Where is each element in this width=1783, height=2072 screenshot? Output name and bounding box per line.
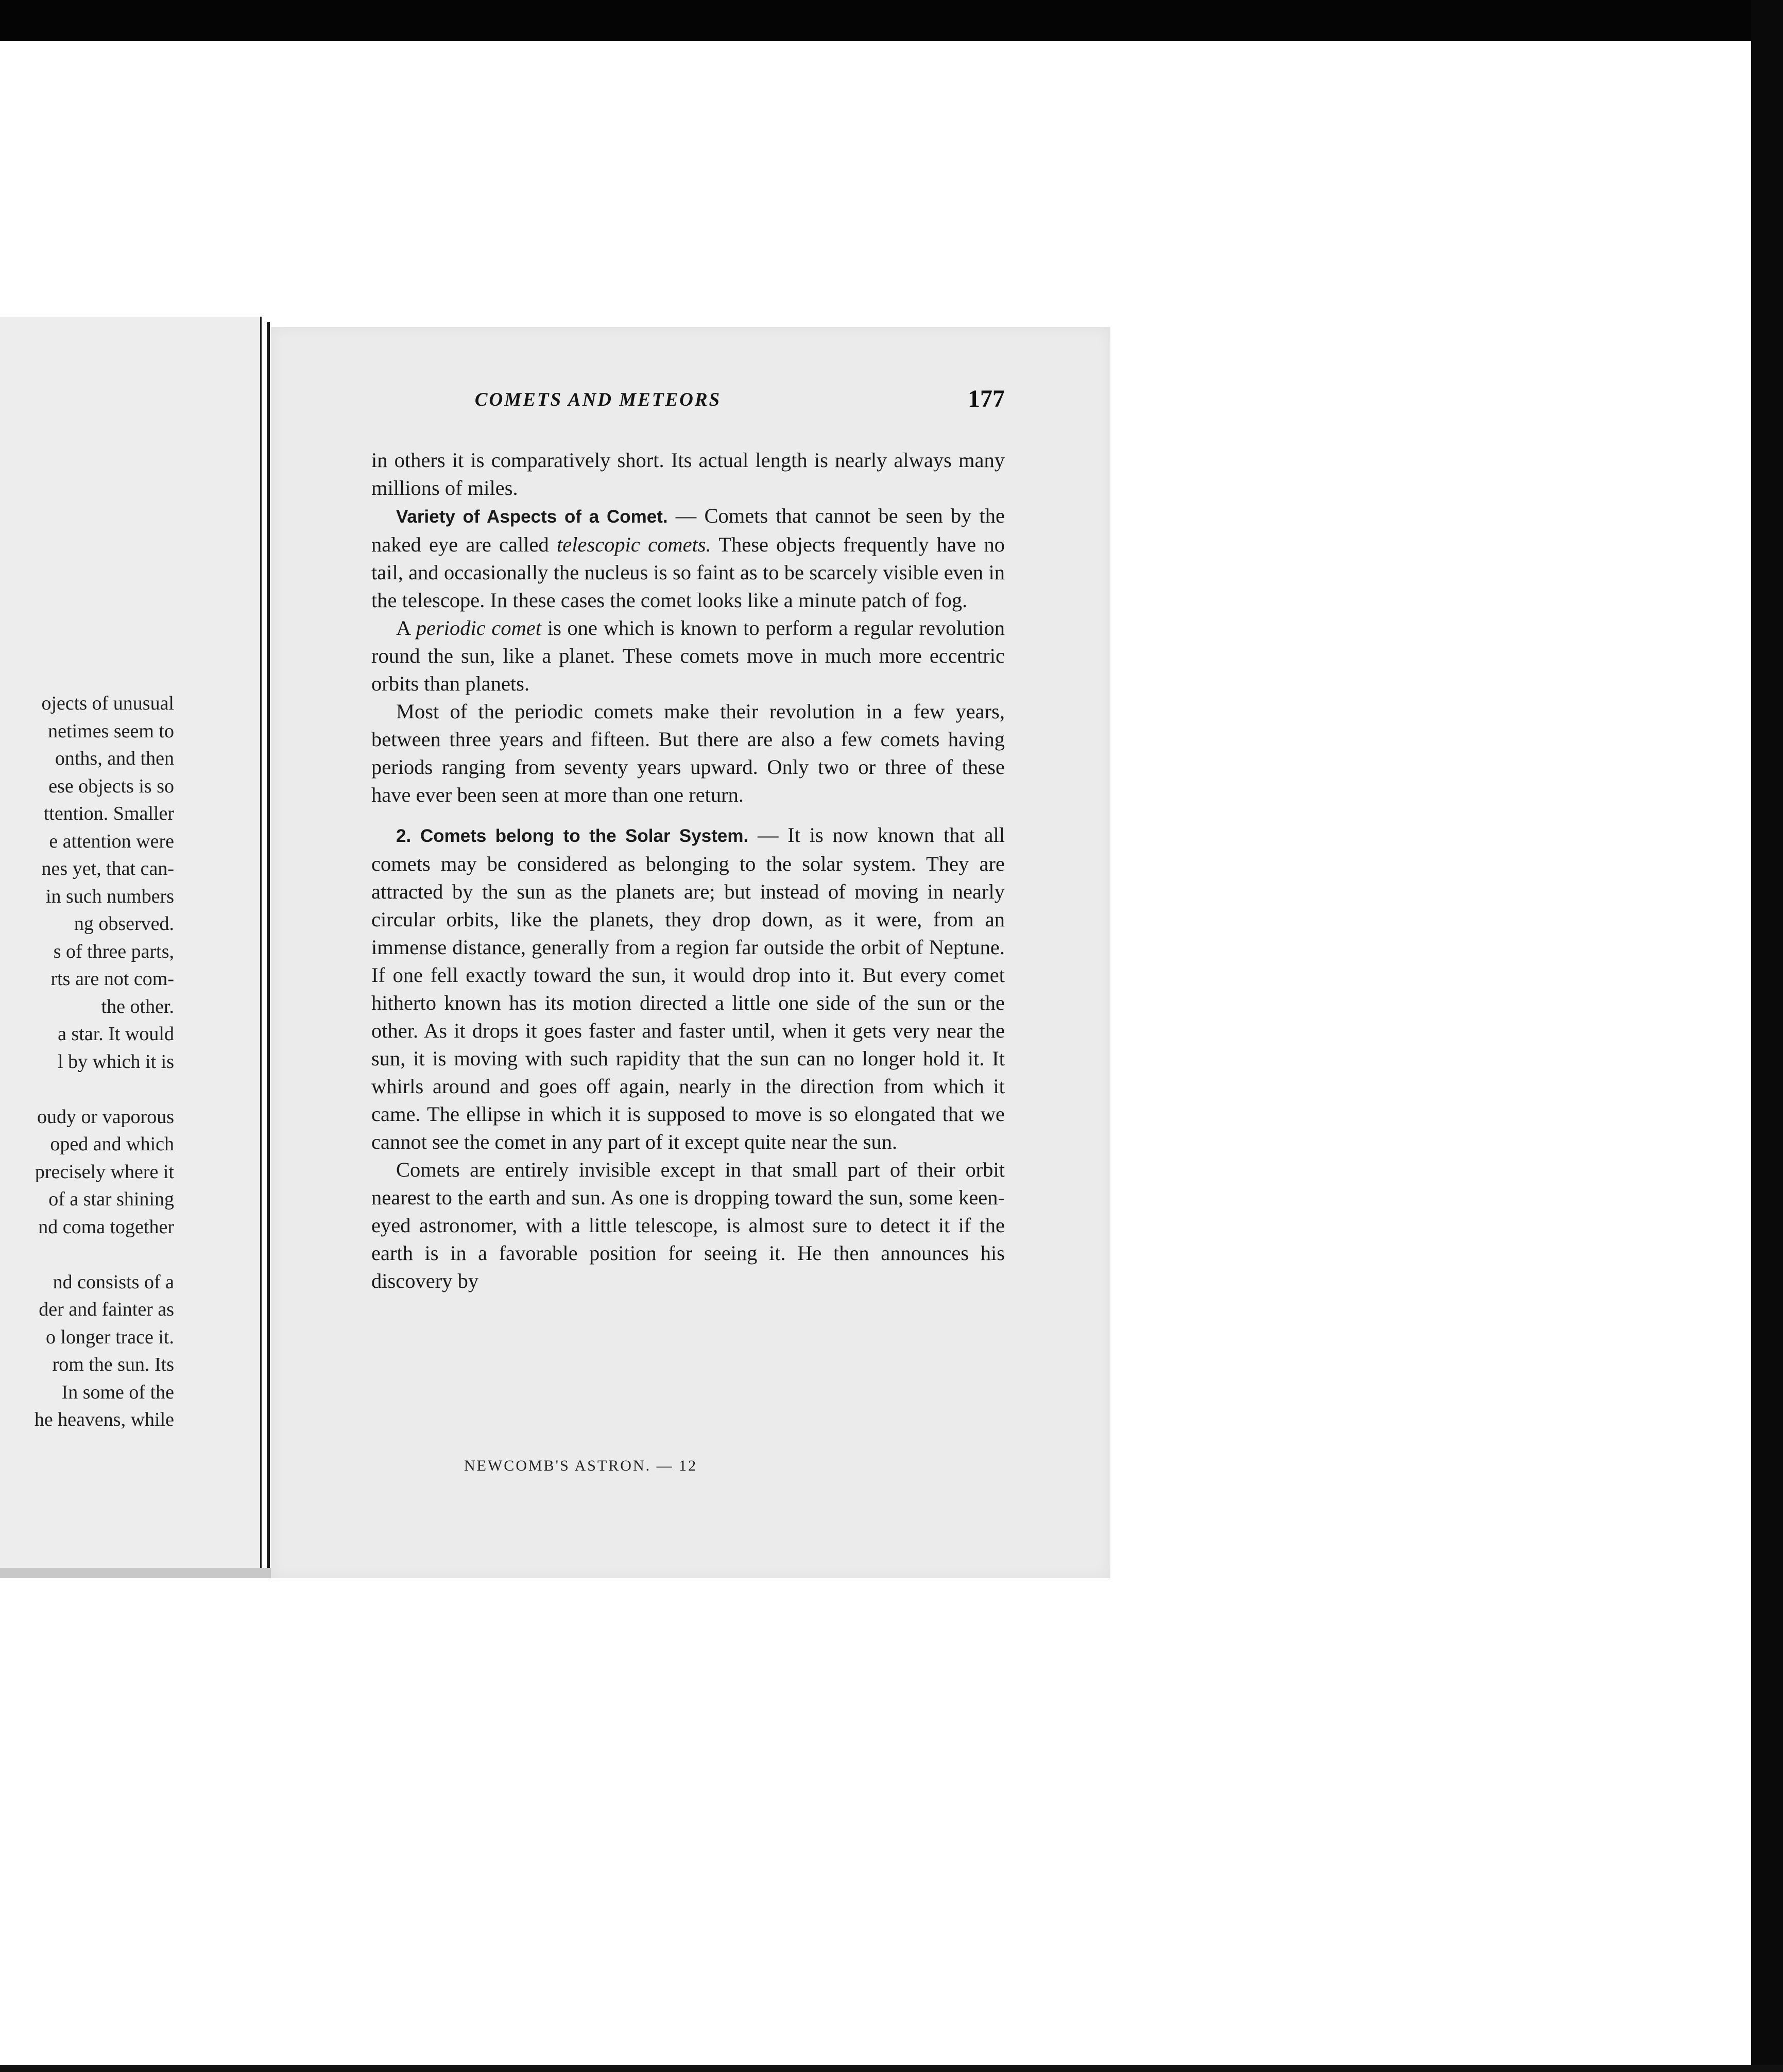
text-line: a star. It would [58, 1023, 174, 1045]
text-line: oudy or vaporous [37, 1106, 174, 1128]
text-line: the other. [101, 995, 174, 1017]
page-body [371, 446, 1005, 1295]
text-line: ng observed. [74, 913, 174, 935]
paragraph [371, 821, 1005, 1156]
text-line: ttention. Smaller [43, 803, 174, 824]
section-heading: Comets belong to the Solar System. [420, 826, 749, 846]
text-run: is one which is known to perform a regular revolution round the sun, like a planet. These comets move in much more eccentric orbits than planets. [371, 616, 1005, 695]
text-line: ojects of unusual [41, 693, 174, 714]
paragraph: in others it is comparatively short. Its actual length is nearly always many millions of miles. [371, 448, 1005, 499]
text-line: o longer trace it. [45, 1326, 174, 1348]
paragraph [371, 502, 1005, 614]
left-page-fragment [0, 317, 262, 1573]
text-line: netimes seem to [48, 720, 174, 742]
section-gap [371, 809, 1005, 821]
running-title: COMETS AND METEORS [474, 389, 722, 410]
text-line: onths, and then [55, 748, 174, 769]
text-line: precisely where it [35, 1161, 174, 1183]
scan-top-border [0, 0, 1783, 41]
page-header [271, 385, 1005, 420]
book-spine [267, 322, 270, 1578]
section-heading: Variety of Aspects of a Comet. [396, 507, 668, 527]
text-line: of a star shining [48, 1188, 174, 1210]
text-line: rts are not com- [50, 968, 174, 990]
scan-right-border [1751, 0, 1783, 2072]
text-line [0, 1076, 174, 1103]
paragraph: Most of the periodic comets make their revolution in a few years, between three years and fifteen. But there are also a few comets having periods ranging from seventy years upward. Only two or three of these have ever been seen at more than one return. [371, 700, 1005, 806]
text-line: nd consists of a [53, 1271, 174, 1293]
right-page [271, 327, 1110, 1578]
text-line: oped and which [50, 1133, 174, 1155]
scan-bottom-border [0, 2065, 1783, 2072]
text-line: nes yet, that can- [41, 858, 174, 879]
signature-footer: NEWCOMB'S ASTRON. — 12 [464, 1457, 698, 1474]
text-line: in such numbers [45, 885, 174, 907]
italic-term: periodic comet [416, 616, 542, 640]
paragraph: Comets are entirely invisible except in that small part of their orbit nearest to the earth and sun. As one is dropping toward the sun, some keen-eyed astronomer, with a little telescope, is almost sure to detect it if the earth is in a favorable position for seeing it. He then announces his discovery by [371, 1158, 1005, 1292]
section-number: 2. [396, 826, 412, 846]
dash: — [667, 504, 705, 527]
text-line: he heavens, while [34, 1409, 174, 1430]
text-line: ese objects is so [48, 775, 174, 797]
left-page-text [0, 690, 174, 1434]
italic-term: telescopic comets. [556, 533, 711, 556]
text-line: s of three parts, [53, 940, 174, 962]
text-run: Comets that cannot be seen by the naked eye are called [371, 504, 1005, 556]
dash: — [748, 823, 788, 847]
text-line: nd coma together [38, 1216, 174, 1238]
text-line: der and fainter as [39, 1299, 174, 1320]
text-run: It is now known that all comets may be considered as belonging to the solar system. They are attracted by the sun as the planets are; but instead of moving in nearly circular orbits, like the planets, they drop down, as it were, from an immense distance, generally from a region far outside the orbit of Neptune. If one fell exactly toward the sun, it would drop into it. But every comet hitherto known has its motion directed a little one side of the sun or the other. As it drops it goes faster and faster until, when it gets very near the sun, it is moving with such rapidity that the sun can no longer hold it. It whirls around and goes off again, nearly in the direction from which it came. The ellipse in which it is supposed to move is so elongated that we cannot see the comet in any part of it except quite near the sun. [371, 823, 1005, 1153]
text-line: e attention were [49, 830, 174, 852]
text-line [0, 1241, 174, 1269]
paragraph [371, 614, 1005, 698]
text-run: A [396, 616, 416, 640]
text-line: In some of the [61, 1381, 174, 1403]
text-line: rom the sun. Its [52, 1354, 174, 1375]
page-number: 177 [968, 385, 1005, 412]
text-run: These objects frequently have no tail, and occasionally the nucleus is so faint as to be scarcely visible even in the telescope. In these cases the comet looks like a minute patch of fog. [371, 533, 1005, 612]
text-line: l by which it is [58, 1050, 174, 1073]
